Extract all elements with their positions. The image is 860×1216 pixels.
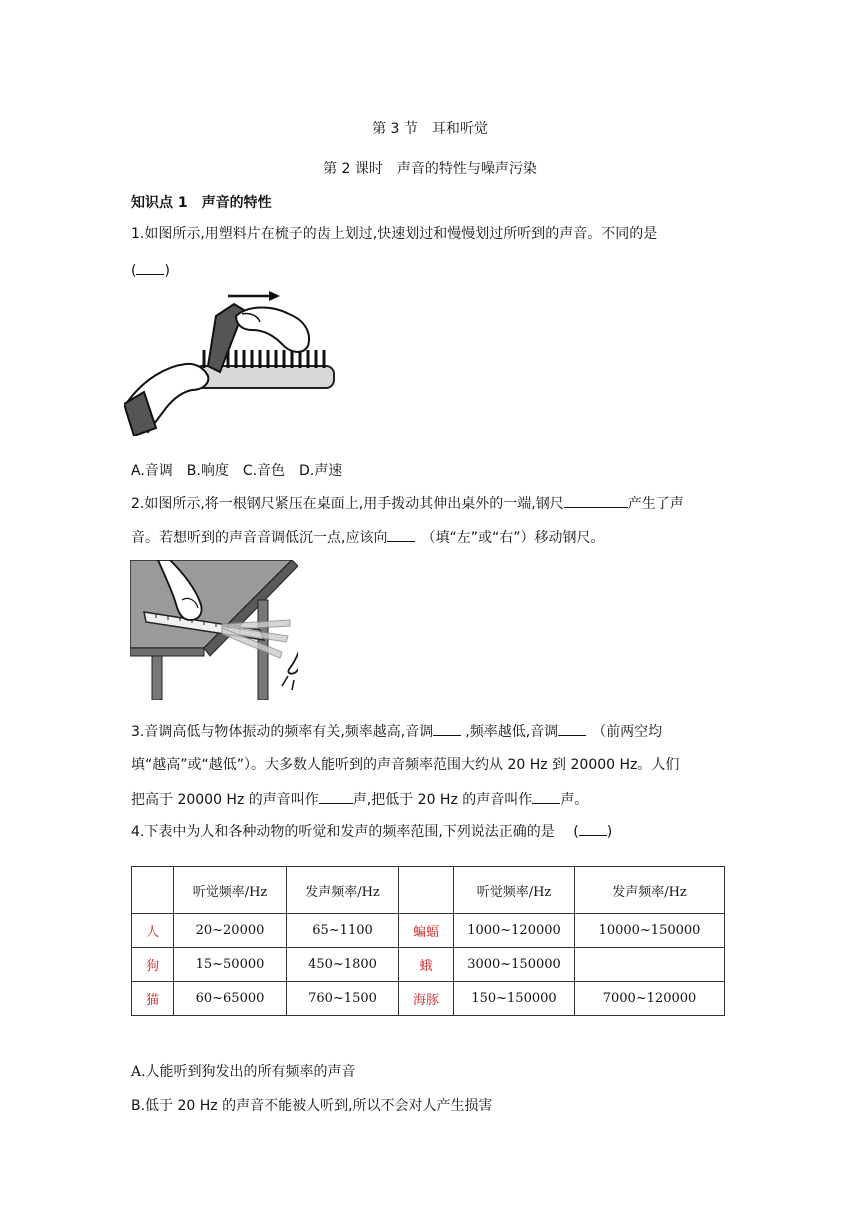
- table-header-cell: 发声频率/Hz: [575, 867, 725, 914]
- q3-line1-part-c: （前两空均: [592, 724, 663, 740]
- lesson-title: 第 2 课时 声音的特性与噪声污染: [323, 161, 537, 177]
- q4-text-main: 4.下表中为人和各种动物的听觉和发声的频率范围,下列说法正确的是 (: [131, 824, 579, 840]
- q3-line1-part-a: 3.音调高低与物体振动的频率有关,频率越高,音调: [131, 724, 434, 740]
- table-header-cell: [132, 867, 174, 914]
- table-header-cell: 听觉频率/Hz: [454, 867, 575, 914]
- table-cell: 20~20000: [174, 914, 287, 948]
- table-cell: 60~65000: [174, 982, 287, 1016]
- q3-blank-2[interactable]: [558, 721, 586, 736]
- q3-line3-part-c: 声。: [560, 792, 589, 808]
- table-cell: 450~1800: [287, 948, 399, 982]
- table-cell: 65~1100: [287, 914, 399, 948]
- table-cell: 150~150000: [454, 982, 575, 1016]
- q1-answer-bracket: [131, 260, 170, 281]
- table-cell-animal: 人: [132, 914, 174, 948]
- table-header-row: [132, 867, 725, 914]
- table-cell: 3000~150000: [454, 948, 575, 982]
- q1-answer-blank[interactable]: [136, 260, 164, 275]
- q4-bracket-close: ): [606, 824, 613, 840]
- q2-line2-part-a: 音。若想听到的声音音调低沉一点,应该向: [131, 530, 388, 546]
- q1-bracket-close: ): [164, 263, 170, 279]
- q2-blank-2[interactable]: [387, 527, 415, 542]
- q1-options: A.音调 B.响度 C.音色 D.声速: [131, 463, 343, 479]
- section-title: 第 3 节 耳和听觉: [372, 121, 488, 137]
- table-cell: 760~1500: [287, 982, 399, 1016]
- comb-figure: [124, 286, 339, 436]
- frequency-table: [131, 866, 725, 1016]
- q1-text: 1.如图所示,用塑料片在梳子的齿上划过,快速划过和慢慢划过所听到的声音。不同的是: [131, 226, 658, 242]
- table-cell: 7000~120000: [575, 982, 725, 1016]
- knowledge-point-heading: 知识点 1 声音的特性: [131, 195, 272, 211]
- q3-line3: [131, 789, 588, 810]
- q4-answer-blank[interactable]: [579, 821, 607, 836]
- q3-line1: [131, 721, 662, 742]
- q2-line2-part-b: （填“左”或“右”）移动钢尺。: [421, 530, 605, 546]
- table-row: [132, 914, 725, 948]
- table-row: [132, 948, 725, 982]
- q4-text: [131, 821, 612, 842]
- q2-line1: [131, 493, 684, 514]
- table-cell: 10000~150000: [575, 914, 725, 948]
- ruler-table-figure: [130, 560, 298, 700]
- q3-line1-part-b: ,频率越低,音调: [465, 724, 559, 740]
- table-header-cell: 发声频率/Hz: [287, 867, 399, 914]
- table-header-cell: 听觉频率/Hz: [174, 867, 287, 914]
- table-cell-animal: 狗: [132, 948, 174, 982]
- table-cell: 15~50000: [174, 948, 287, 982]
- q3-blank-3[interactable]: [319, 789, 353, 804]
- table-cell: [575, 948, 725, 982]
- table-cell: 1000~120000: [454, 914, 575, 948]
- q4-option-a: A.人能听到狗发出的所有频率的声音: [131, 1064, 356, 1080]
- table-cell-animal: 猫: [132, 982, 174, 1016]
- q2-line1-part-b: 产生了声: [627, 496, 684, 512]
- table-cell-animal: 蝙蝠: [399, 914, 454, 948]
- q1-bracket-open: (: [131, 263, 137, 279]
- table-cell-animal: 蛾: [399, 948, 454, 982]
- q2-line2: [131, 527, 604, 548]
- q3-blank-1[interactable]: [433, 721, 461, 736]
- q2-blank-1[interactable]: [564, 493, 628, 508]
- q3-line3-part-a: 把高于 20000 Hz 的声音叫作: [131, 792, 319, 808]
- q3-line2: 填“越高”或“越低”）。大多数人能听到的声音频率范围大约从 20 Hz 到 20000 Hz。人们: [131, 757, 680, 773]
- q3-line3-part-b: 声,把低于 20 Hz 的声音叫作: [352, 792, 533, 808]
- table-cell-animal: 海豚: [399, 982, 454, 1016]
- table-header-cell: [399, 867, 454, 914]
- q2-line1-part-a: 2.如图所示,将一根钢尺紧压在桌面上,用手拨动其伸出桌外的一端,钢尺: [131, 496, 564, 512]
- q4-option-b: B.低于 20 Hz 的声音不能被人听到,所以不会对人产生损害: [131, 1098, 493, 1114]
- q3-blank-4[interactable]: [532, 789, 560, 804]
- table-row: [132, 982, 725, 1016]
